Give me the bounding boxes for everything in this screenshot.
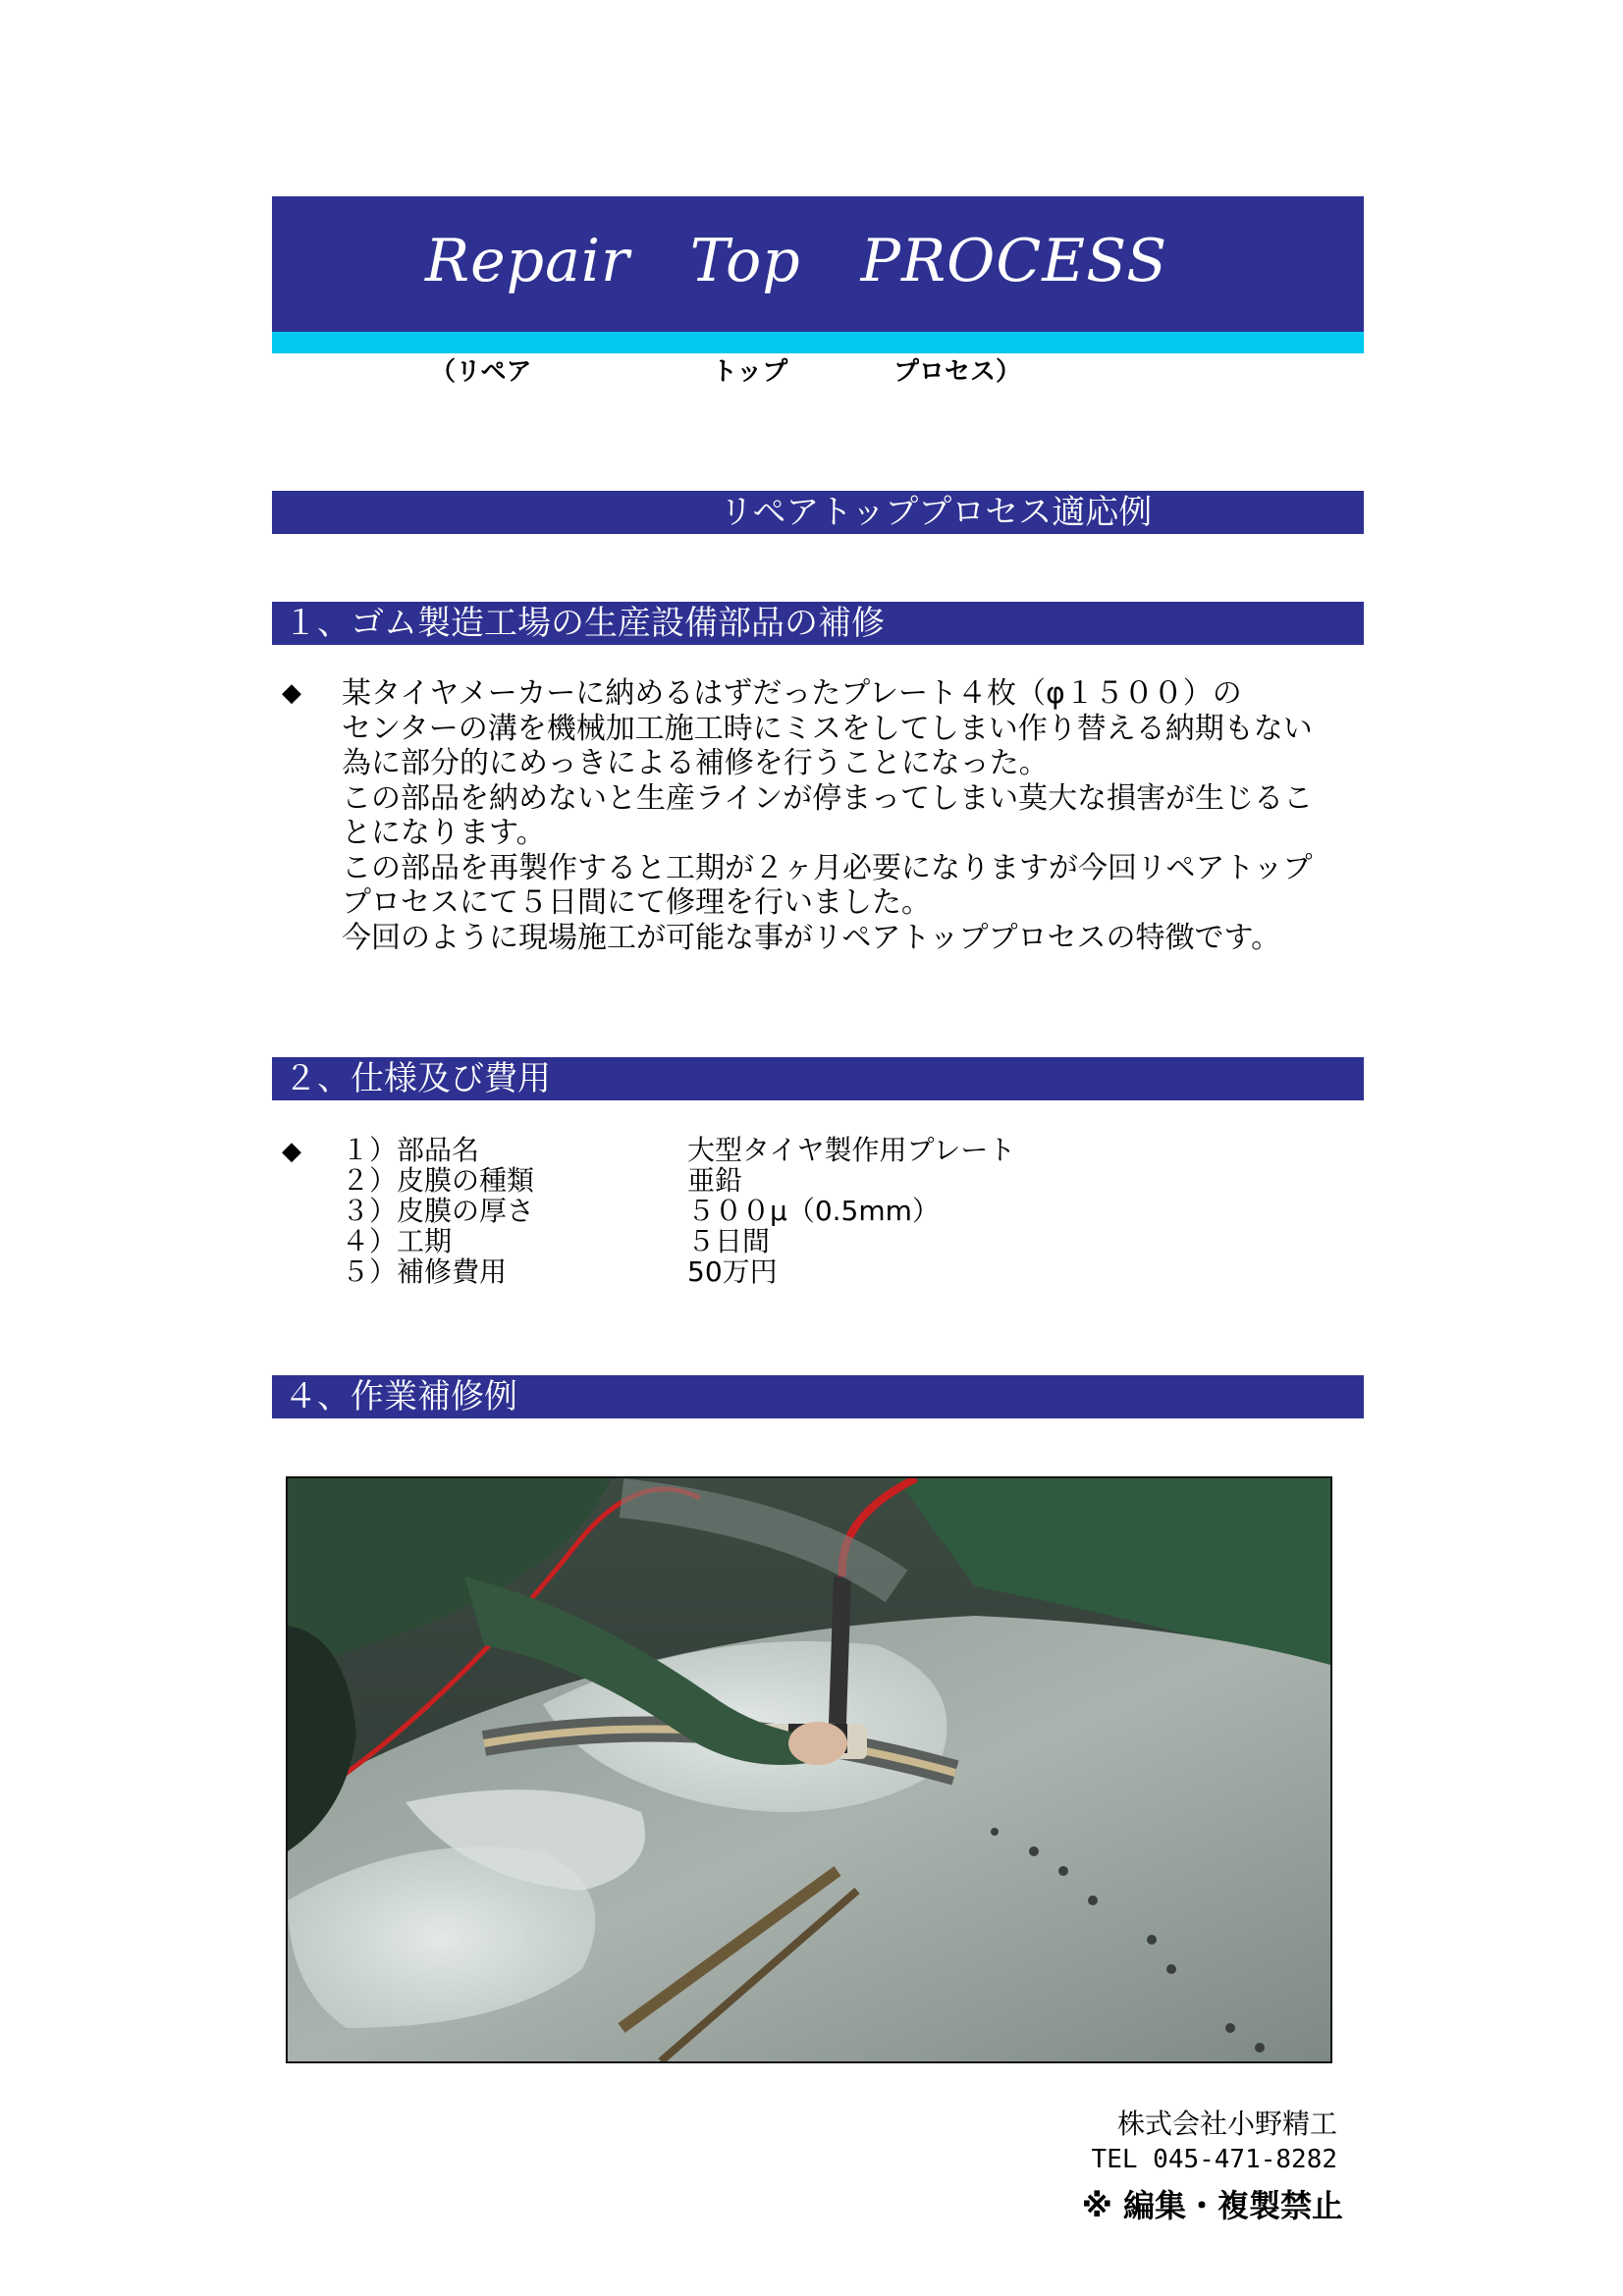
title-reading-repair: （リペア — [430, 357, 532, 387]
spec-label: １）部品名 — [342, 1134, 480, 1166]
spec-list — [342, 1134, 1016, 1288]
examples-heading-bar — [272, 491, 1364, 534]
spec-value: 亜鉛 — [687, 1164, 743, 1197]
copyright-notice: ※ 編集・複製禁止 — [1081, 2187, 1343, 2224]
section1-heading-bar — [272, 602, 1364, 645]
spec-row — [342, 1195, 940, 1227]
spec-row — [342, 1225, 771, 1257]
title-accent-stripe — [272, 332, 1364, 353]
title-reading-process: プロセス） — [893, 357, 1022, 387]
body-line: プロセスにて５日間にて修理を行いました。 — [342, 885, 931, 920]
spec-label: ４）工期 — [342, 1225, 453, 1257]
company-phone: TEL 045-471-8282 — [1091, 2145, 1337, 2174]
body-line: とになります。 — [342, 816, 546, 850]
section1-heading: １、ゴム製造工場の生産設備部品の補修 — [284, 604, 885, 643]
diamond-bullet-icon: ◆ — [282, 1137, 301, 1166]
diamond-bullet-icon: ◆ — [282, 678, 301, 708]
body-line: 今回のように現場施工が可能な事がリペアトッププロセスの特徴です。 — [342, 920, 1281, 955]
section2-heading-bar — [272, 1057, 1364, 1100]
company-name: 株式会社小野精工 — [1116, 2108, 1337, 2140]
page-title: Repair Top PROCESS — [425, 227, 1168, 295]
body-line: 為に部分的にめっきによる補修を行うことになった。 — [342, 746, 1049, 780]
spec-row — [342, 1134, 1016, 1166]
body-line: センターの溝を機械加工施工時にミスをしてしまい作り替える納期もない — [342, 711, 1313, 746]
body-line: 某タイヤメーカーに納めるはずだったプレート４枚（φ１５００）の — [342, 676, 1242, 711]
spec-value: 大型タイヤ製作用プレート — [687, 1134, 1016, 1166]
body-line: この部品を納めないと生産ラインが停まってしまい莫大な損害が生じるこ — [342, 780, 1314, 816]
section2-heading: ２、仕様及び費用 — [284, 1059, 551, 1098]
examples-heading: リペアトッププロセス適応例 — [720, 493, 1153, 532]
spec-row — [342, 1164, 743, 1197]
spec-row — [342, 1255, 778, 1288]
section4-heading: ４、作業補修例 — [284, 1377, 517, 1416]
repair-work-photo — [286, 1476, 1332, 2063]
spec-label: ２）皮膜の種類 — [342, 1164, 535, 1197]
spec-value: 50万円 — [687, 1255, 778, 1288]
spec-value: ５日間 — [687, 1225, 771, 1257]
spec-label: ５）補修費用 — [342, 1255, 508, 1288]
spec-value: ５００μ（0.5mm） — [687, 1195, 940, 1227]
spec-label: ３）皮膜の厚さ — [342, 1195, 535, 1227]
body-line: この部品を再製作すると工期が２ヶ月必要になりますが今回リペアトップ — [342, 850, 1313, 885]
title-reading-top: トップ — [712, 357, 788, 387]
section4-heading-bar — [272, 1375, 1364, 1418]
section1-body — [342, 676, 1353, 955]
